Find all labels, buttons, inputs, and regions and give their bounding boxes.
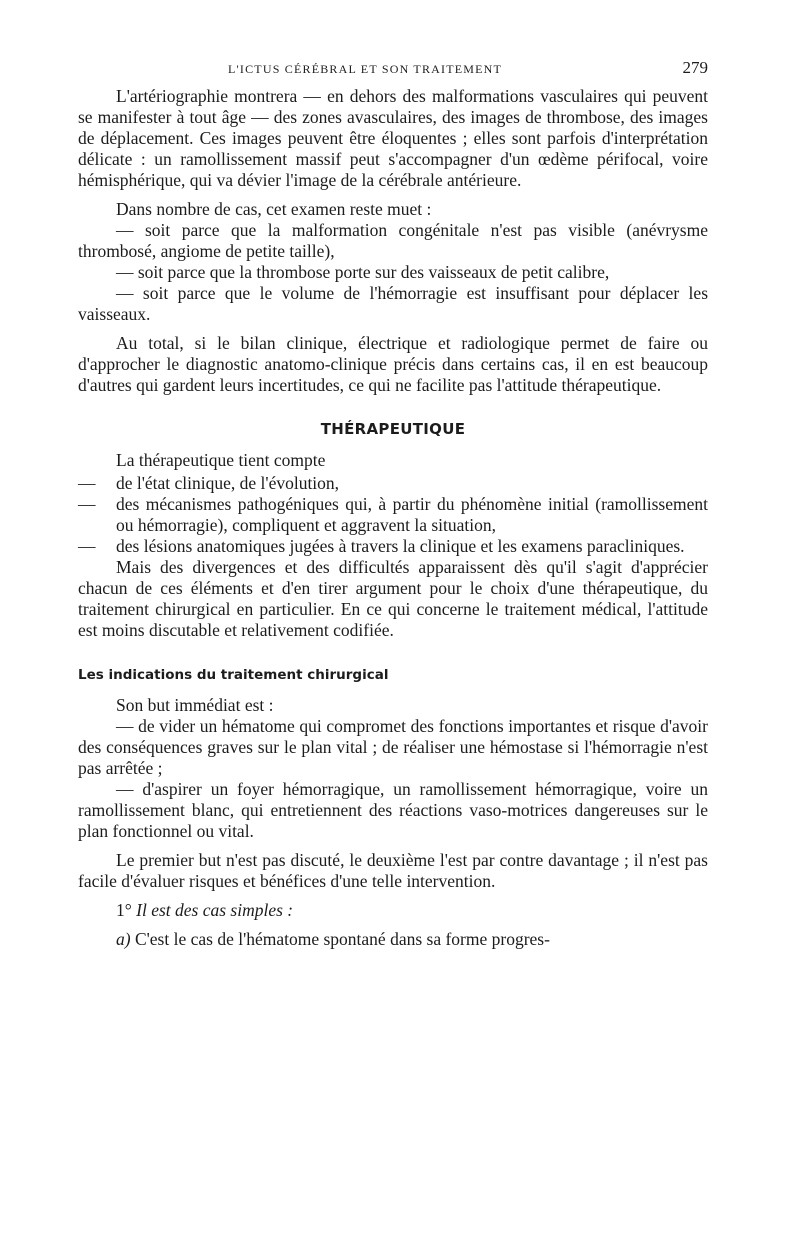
list-item-1: — soit parce que la malformation congénitale n'est pas visible (anévrysme thrombosé, angiome de petite taille), [78, 220, 708, 261]
list-marker: a) [116, 929, 131, 949]
subheading-surgical-indications: Les indications du traitement chirurgical [78, 667, 389, 683]
paragraph-summary: Au total, si le bilan clinique, électrique et radiologique permet de faire ou d'approcher le diagnostic anatomo-clinique précis dans certains cas, il en est beaucoup d'autres qui gardent leurs incertitudes, ce qui ne facilite pas l'attitude thérapeutique. [78, 333, 708, 395]
paragraph-case-a [78, 929, 708, 950]
page-number: 279 [682, 58, 708, 77]
paragraph-first-goal: Le premier but n'est pas discuté, le deuxième l'est par contre davantage ; il n'est pas facile d'évaluer risques et bénéfices d'une telle intervention. [78, 850, 708, 891]
list-item-1: — de l'état clinique, de l'évolution, [78, 473, 340, 493]
case-a-text: C'est le cas de l'hématome spontané dans sa forme progres- [134, 929, 550, 949]
list-item-3: — soit parce que le volume de l'hémorragie est insuffisant pour déplacer les vaisseaux. [78, 283, 708, 324]
document-page [78, 60, 708, 950]
paragraph-therapeutics-intro: La thérapeutique tient compte [116, 450, 326, 470]
running-title: L'ICTUS CÉRÉBRAL ET SON TRAITEMENT [228, 62, 503, 76]
list-item-3: — des lésions anatomiques jugées à travers la clinique et les examens paracliniques. [78, 536, 685, 556]
paragraph-arteriography: L'artériographie montrera — en dehors des malformations vasculaires qui peuvent se manifester à tout âge — des zones avasculaires, des images de thrombose, des images de déplacement. Ces images peuvent être éloquentes ; elles sont parfois d'interprétation délicate : un ramollissement massif peut s'accompagner d'un œdème périfocal, voire hémisphérique, qui va dévier l'image de la cérébrale antérieure. [78, 86, 708, 190]
paragraph-exam-silent: Dans nombre de cas, cet examen reste muet : [116, 199, 432, 219]
paragraph-immediate-goal: Son but immédiat est : [116, 695, 274, 715]
list-marker: 1° [116, 900, 132, 920]
therapeutics-list [78, 473, 708, 557]
section-heading-therapeutics: THÉRAPEUTIQUE [320, 420, 466, 438]
list-item-2: — soit parce que la thrombose porte sur des vaisseaux de petit calibre, [116, 262, 610, 282]
list-item-2: — d'aspirer un foyer hémorragique, un ramollissement hémorragique, voire un ramollissement blanc, qui entretiennent des réactions vaso-motrices dangereuses sur le plan fonctionnel ou vital. [78, 779, 708, 841]
simple-cases-text: Il est des cas simples : [136, 900, 294, 920]
list-item-1: — de vider un hématome qui compromet des fonctions importantes et risque d'avoir des conséquences graves sur le plan vital ; de réaliser une hémostase si l'hémorragie n'est pas arrêtée ; [78, 716, 708, 778]
page-header [78, 60, 708, 86]
paragraph-simple-cases [78, 900, 708, 921]
list-item-2: — des mécanismes pathogéniques qui, à partir du phénomène initial (ramollissement ou hémorragie), compliquent et aggravent la situation, [78, 494, 708, 535]
paragraph-divergences: Mais des divergences et des difficultés apparaissent dès qu'il s'agit d'apprécier chacun de ces éléments et d'en tirer argument pour le choix d'une thérapeutique, du traitement chirurgical en particulier. En ce qui concerne le traitement médical, l'attitude est moins discutable et relativement codifiée. [78, 557, 708, 640]
